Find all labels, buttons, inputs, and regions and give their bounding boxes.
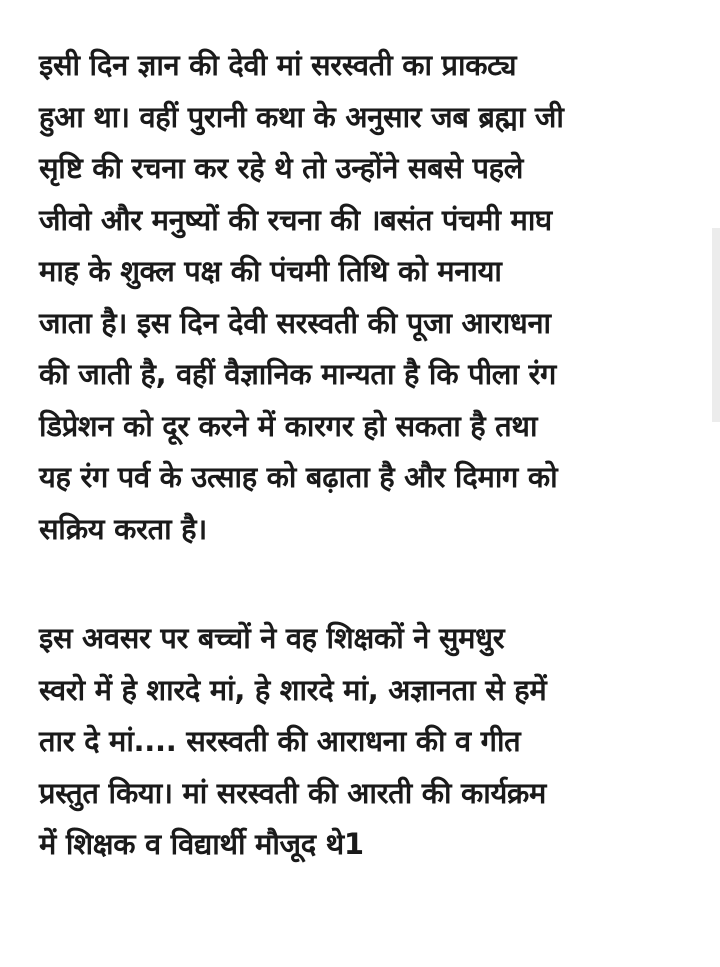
text-line: इसी दिन ज्ञान की देवी मां सरस्वती का प्राकट्य bbox=[39, 48, 517, 82]
article-body bbox=[39, 40, 699, 871]
paragraph-spacer bbox=[39, 555, 699, 613]
text-line: की जाती है, वहीं वैज्ञानिक मान्यता है कि पीला रंग bbox=[39, 357, 557, 391]
text-line: माह के शुक्ल पक्ष की पंचमी तिथि को मनाया bbox=[39, 254, 502, 288]
text-line: में शिक्षक व विद्यार्थी मौजूद थे1 bbox=[39, 827, 364, 861]
text-line: यह रंग पर्व के उत्साह को बढ़ाता है और दिमाग को bbox=[39, 460, 558, 494]
paragraph-2 bbox=[39, 613, 699, 871]
text-line: सक्रिय करता है। bbox=[39, 511, 207, 546]
text-line: जाता है। इस दिन देवी सरस्वती की पूजा आराधना bbox=[39, 305, 551, 340]
text-line: इस अवसर पर बच्चों ने वह शिक्षकों ने सुमधुर bbox=[39, 621, 505, 655]
text-line: सृष्टि की रचना कर रहे थे तो उन्होंने सबसे पहले bbox=[39, 151, 524, 185]
text-line: प्रस्तुत किया। मां सरस्वती की आरती की कार्यक्रम bbox=[39, 775, 547, 810]
text-line: स्वरो में हे शारदे मां, हे शारदे मां, अज्ञानता से हमें bbox=[39, 672, 547, 707]
text-line: डिप्रेशन को दूर करने में कारगर हो सकता है तथा bbox=[39, 408, 538, 443]
paragraph-1 bbox=[39, 40, 699, 555]
text-line: हुआ था। वहीं पुरानी कथा के अनुसार जब ब्रह्मा जी bbox=[39, 99, 564, 134]
text-line: तार दे मां.... सरस्वती की आराधना की व गीत bbox=[39, 724, 521, 758]
text-line: जीवो और मनुष्यों की रचना की ।बसंत पंचमी माघ bbox=[39, 202, 552, 237]
scrollbar[interactable] bbox=[712, 228, 720, 422]
